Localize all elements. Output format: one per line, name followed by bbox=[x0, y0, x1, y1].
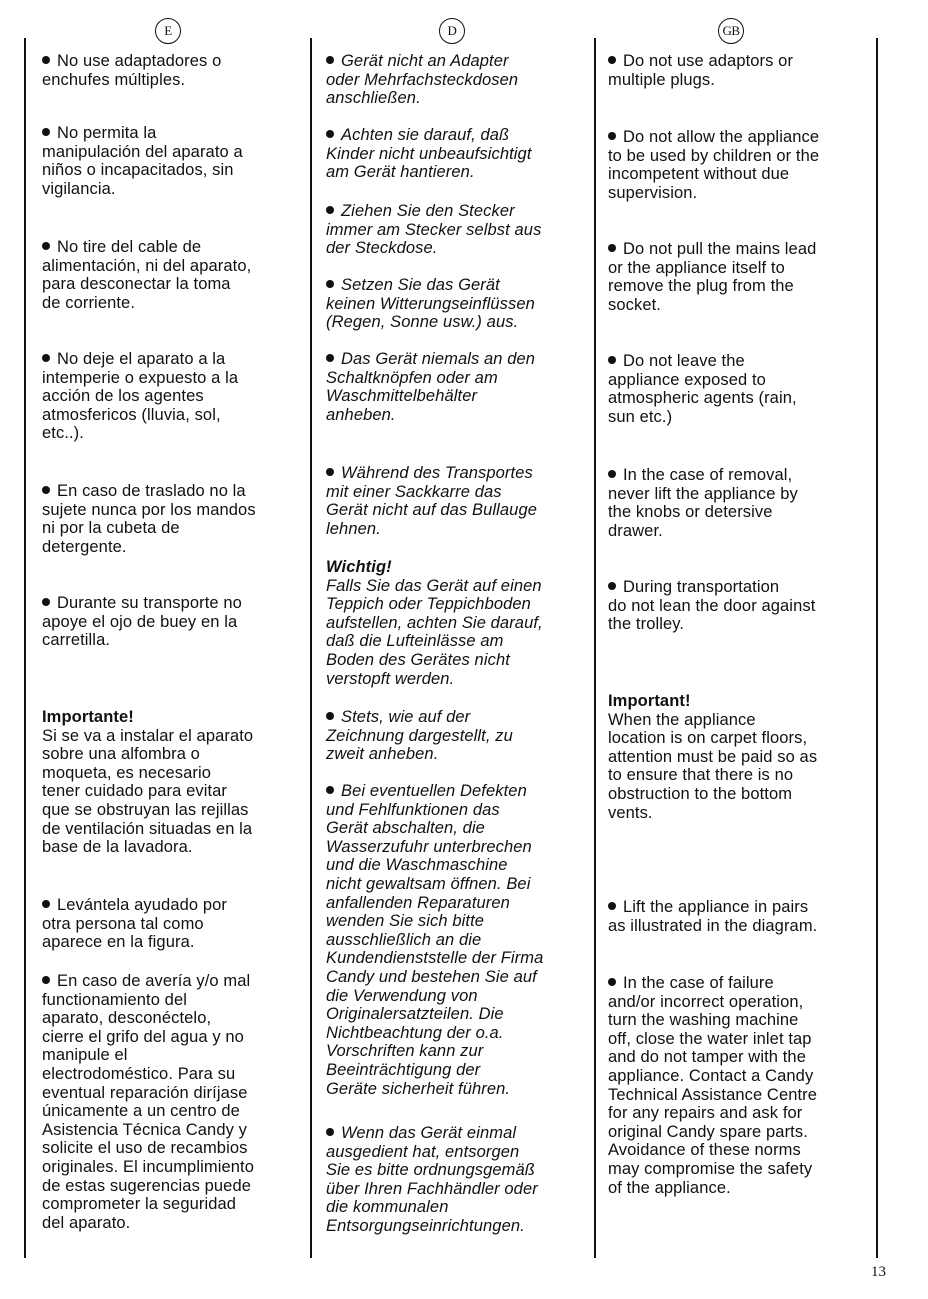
page-number: 13 bbox=[871, 1264, 886, 1280]
paragraph-de-2: Achten sie darauf, daß Kinder nicht unbeaufsichtigt am Gerät hantieren. bbox=[326, 126, 532, 182]
language-badge-de: D bbox=[439, 18, 465, 44]
paragraph-gb-1: Do not use adaptors or multiple plugs. bbox=[608, 52, 794, 89]
bullet-icon bbox=[326, 1128, 334, 1136]
paragraph-gb-3: Do not pull the mains lead or the appliance itself to remove the plug from the socket. bbox=[608, 240, 817, 314]
paragraph-de-9: Bei eventuellen Defekten und Fehlfunktionen das Gerät abschalten, die Wasserzufuhr unterbrechen und die Waschmaschine nicht gewaltsam öffnen. Bei anfallenden Reparaturen wenden Sie sich bitte ausschließlich an die Kundendienststelle der Firma Candy und bestehen Sie auf die Verwendung von Originalersatzteilen. Die Nichtbeachtung der o.a. Vorschriften kann zur Beeinträchtigung der Geräte sicherheit führen. bbox=[326, 782, 544, 1098]
paragraph-de-6: Während des Transportes mit einer Sackkarre das Gerät nicht auf das Bullauge lehnen. bbox=[326, 464, 538, 538]
bullet-icon bbox=[42, 354, 50, 362]
bullet-icon bbox=[608, 582, 616, 590]
bullet-icon bbox=[608, 978, 616, 986]
bullet-icon bbox=[608, 470, 616, 478]
bullet-icon bbox=[608, 356, 616, 364]
paragraph-de-important: Wichtig! Falls Sie das Gerät auf einen Teppich oder Teppichboden aufstellen, achten Sie darauf, daß die Lufteinlässe am Boden des Gerätes nicht verstopft werden. bbox=[326, 558, 543, 688]
paragraph-gb-9: In the case of failure and/or incorrect operation, turn the washing machine off, close the water inlet tap and do not tamper with the appliance. Contact a Candy Technical Assistance Centre for any repairs and ask for original Candy spare parts. Avoidance of these norms may compromise the safety of the appliance. bbox=[608, 974, 818, 1197]
bullet-icon bbox=[42, 598, 50, 606]
paragraph-gb-5: In the case of removal, never lift the appliance by the knobs or detersive drawer. bbox=[608, 466, 798, 540]
bullet-icon bbox=[326, 712, 334, 720]
column-rule-2 bbox=[310, 38, 312, 1258]
language-badge-gb: GB bbox=[718, 18, 744, 44]
important-heading: Wichtig! bbox=[326, 558, 392, 576]
paragraph-es-important: Importante! Si se va a instalar el aparato sobre una alfombra o moqueta, es necesario tener cuidado para evitar que se obstruyan las rejillas de ventilación situadas en la base de la lavadora. bbox=[42, 708, 254, 857]
important-heading: Important! bbox=[608, 692, 691, 710]
paragraph-de-5: Das Gerät niemals an den Schaltknöpfen oder am Waschmittelbehälter anheben. bbox=[326, 350, 536, 424]
paragraph-gb-important: Important! When the appliance location is on carpet floors, attention must be paid so as to ensure that there is no obstruction to the bottom vents. bbox=[608, 692, 818, 822]
paragraph-es-2: No permita la manipulación del aparato a niños o incapacitados, sin vigilancia. bbox=[42, 124, 243, 198]
paragraph-es-5: En caso de traslado no la sujete nunca por los mandos ni por la cubeta de detergente. bbox=[42, 482, 256, 556]
paragraph-de-10: Wenn das Gerät einmal ausgedient hat, entsorgen Sie es bitte ordnungsgemäß über Ihren Fachhändler oder die kommunalen Entsorgungseinrichtungen. bbox=[326, 1124, 538, 1235]
bullet-icon bbox=[42, 486, 50, 494]
bullet-icon bbox=[326, 130, 334, 138]
paragraph-gb-4: Do not leave the appliance exposed to atmospheric agents (rain, sun etc.) bbox=[608, 352, 797, 426]
paragraph-gb-8: Lift the appliance in pairs as illustrated in the diagram. bbox=[608, 898, 818, 935]
paragraph-gb-2: Do not allow the appliance to be used by children or the incompetent without due supervision. bbox=[608, 128, 820, 202]
bullet-icon bbox=[326, 280, 334, 288]
column-rule-3 bbox=[594, 38, 596, 1258]
column-rule-left bbox=[24, 38, 26, 1258]
bullet-icon bbox=[42, 56, 50, 64]
bullet-icon bbox=[42, 976, 50, 984]
bullet-icon bbox=[42, 128, 50, 136]
bullet-icon bbox=[608, 56, 616, 64]
paragraph-de-1: Gerät nicht an Adapter oder Mehrfachsteckdosen anschließen. bbox=[326, 52, 519, 108]
bullet-icon bbox=[608, 132, 616, 140]
bullet-icon bbox=[326, 468, 334, 476]
bullet-icon bbox=[608, 244, 616, 252]
paragraph-es-3: No tire del cable de alimentación, ni del aparato, para desconectar la toma de corriente. bbox=[42, 238, 252, 312]
paragraph-de-3: Ziehen Sie den Stecker immer am Stecker selbst aus der Steckdose. bbox=[326, 202, 542, 258]
bullet-icon bbox=[42, 900, 50, 908]
language-badge-es: E bbox=[155, 18, 181, 44]
important-heading: Importante! bbox=[42, 708, 134, 726]
paragraph-gb-6: During transportation do not lean the door against the trolley. bbox=[608, 578, 816, 634]
paragraph-es-9: En caso de avería y/o mal functionamiento del aparato, desconéctelo, cierre el grifo del agua y no manipule el electrodoméstico. Para su eventual reparación diríjase únicamente a un centro de Asistencia Técnica Candy y solicite el uso de recambios originales. El incumplimiento de estas sugerencias puede comprometer la seguridad del aparato. bbox=[42, 972, 254, 1232]
bullet-icon bbox=[326, 354, 334, 362]
paragraph-es-6: Durante su transporte no apoye el ojo de buey en la carretilla. bbox=[42, 594, 242, 650]
bullet-icon bbox=[326, 206, 334, 214]
paragraph-es-8: Levántela ayudado por otra persona tal como aparece en la figura. bbox=[42, 896, 227, 952]
bullet-icon bbox=[42, 242, 50, 250]
bullet-icon bbox=[608, 902, 616, 910]
paragraph-de-4: Setzen Sie das Gerät keinen Witterungseinflüssen (Regen, Sonne usw.) aus. bbox=[326, 276, 535, 332]
paragraph-de-8: Stets, wie auf der Zeichnung dargestellt, zu zweit anheben. bbox=[326, 708, 513, 764]
bullet-icon bbox=[326, 56, 334, 64]
bullet-icon bbox=[326, 786, 334, 794]
paragraph-es-1: No use adaptadores o enchufes múltiples. bbox=[42, 52, 222, 89]
column-rule-right bbox=[876, 38, 878, 1258]
paragraph-es-4: No deje el aparato a la intemperie o expuesto a la acción de los agentes atmosfericos (lluvia, sol, etc..). bbox=[42, 350, 239, 443]
